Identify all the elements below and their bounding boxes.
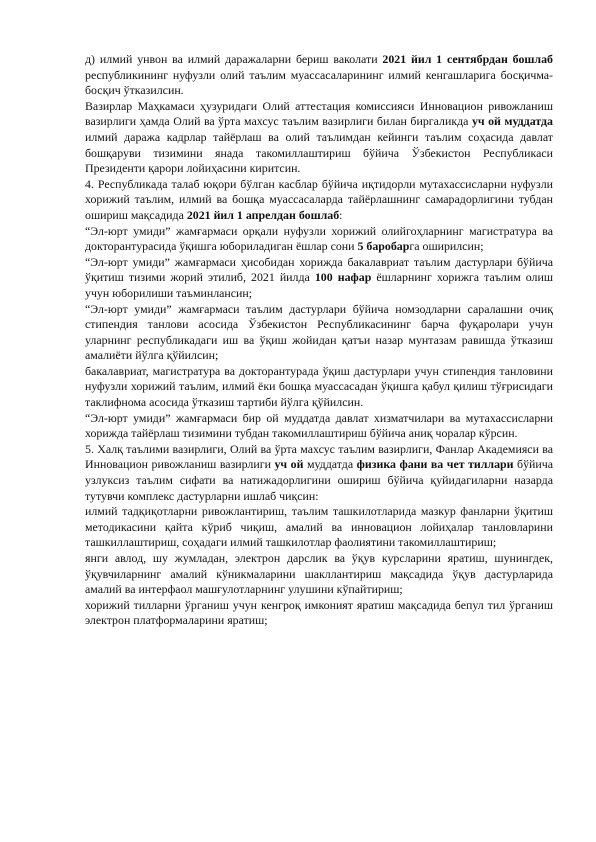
paragraph xyxy=(85,302,553,364)
text-run: янги авлод, шу жумладан, электрон дарслик ва ўқув курсларини яратиш, шунингдек, ўқувчиларнинг амалий кўникмаларини шакллантириш мақсадида ўқув дастурларида амалий ва интерфаол машғулотларнинг улушини кўпайтириш; xyxy=(85,551,553,597)
bold-text-run: уч ой xyxy=(274,457,304,472)
paragraph xyxy=(85,442,553,504)
bold-text-run: 5 баробар xyxy=(357,239,410,254)
paragraph xyxy=(85,598,553,629)
bold-text-run: уч ой муддатда xyxy=(471,114,553,129)
bold-text-run: 2021 йил 1 апрелдан бошлаб xyxy=(186,207,340,222)
paragraph xyxy=(85,551,553,598)
paragraph xyxy=(85,504,553,551)
paragraph xyxy=(85,255,553,302)
paragraph xyxy=(85,99,553,177)
text-run: “Эл-юрт умиди” жамғармаси орқали нуфузли хорижий олийгоҳларнинг магистратура ва докторантурасида ўқишга юбориладиган ёшлар сони xyxy=(85,223,553,254)
text-run: Вазирлар Маҳкамаси ҳузуридаги Олий аттестация комиссияси Инновацион ривожланиш вазирлиги ҳамда Олий ва ўрта махсус таълим вазирлиги билан биргаликда xyxy=(85,98,553,129)
text-run: : xyxy=(339,207,343,222)
text-run: бўйича узлуксиз таълим сифати ва натижадорлигини ошириш бўйича қуйидагиларни назарда тутувчи комплекс дастурларни ишлаб чиқсин: xyxy=(85,457,554,503)
paragraph xyxy=(85,364,553,411)
paragraph xyxy=(85,224,553,255)
text-run: муддатда xyxy=(303,457,357,472)
document-body xyxy=(85,52,553,629)
paragraph xyxy=(85,177,553,224)
bold-text-run: 100 нафар xyxy=(314,270,372,285)
bold-text-run: физика фани ва чет тиллари xyxy=(356,457,514,472)
text-run: д) илмий унвон ва илмий даражаларни бериш ваколати xyxy=(85,52,383,66)
paragraph xyxy=(85,52,553,99)
text-run: илмий тадқиқотларни ривожлантириш, таълим ташкилотларида мазкур фанларни ўқитиш методикасини қайта кўриб чиқиш, амалий ва инновацион лойиҳалар танловларини ташкиллаштириш, соҳадаги илмий ташкилотлар фаолиятини такомиллаштириш; xyxy=(85,504,553,550)
paragraph xyxy=(85,411,553,442)
text-run: ёшларнинг хорижга таълим олиш учун юборилиши таъминлансин; xyxy=(85,270,554,300)
text-run: хорижий тилларни ўрганиш учун кенгроқ имконият яратиш мақсадида бепул тил ўрганиш электрон платформаларини яратиш; xyxy=(85,597,553,628)
text-run: “Эл-юрт умиди” жамғармаси таълим дастурлари бўйича номзодларни саралашни очиқ стипендия танлови асосида Ўзбекистон Республикасининг барча фуқаролари учун уларнинг республикадаги иш ва ўқиш жойидан қатъи назар мунтазам равишда ўтказиш амалиёти йўлга қўйилсин; xyxy=(85,301,553,363)
text-run: республикининг нуфузли олий таълим муассасаларининг илмий кенгашларига босқичма-босқич ўтказилсин. xyxy=(85,67,553,98)
text-run: бакалавриат, магистратура ва докторантурада ўқиш дастурлари учун стипендия танловини нуфузли хорижий таълим, илмий ёки бошқа муассасадан ўқишга қабул қилиш тўғрисидаги таклифнома асосида ўтказиш тартиби йўлга қўйилсин. xyxy=(85,363,553,410)
text-run: “Эл-юрт умиди” жамғармаси ҳисобидан хорижда бакалавриат таълим дастурлари бўйича ўқитиш тизими жорий этилиб, 2021 йилда xyxy=(85,254,553,285)
text-run: 4. Республикада талаб юқори бўлган касблар бўйича иқтидорли мутахассисларни нуфузли хорижий таълим, илмий ва бошқа муассасаларда тайёрлашнинг самарадорлигини тубдан ошириш мақсадида xyxy=(85,176,553,222)
text-run: 5. Халқ таълими вазирлиги, Олий ва ўрта махсус таълим вазирлиги, Фанлар Академияси ва Инновацион ривожланиш вазирлиги xyxy=(85,441,553,472)
text-run: га оширилсин; xyxy=(409,239,484,254)
bold-text-run: 2021 йил 1 сентябрдан бошлаб xyxy=(382,52,553,66)
text-run: илмий даража кадрлар тайёрлаш ва олий таълимдан кейинги таълим соҳасида давлат бошқаруви тизимини янада такомиллаштириш бўйича Ўзбекистон Республикаси Президенти қарори лойиҳасини киритсин. xyxy=(85,129,553,176)
text-run: “Эл-юрт умиди” жамғармаси бир ой муддатда давлат хизматчилари ва мутахассисларни хорижда тайёрлаш тизимини тубдан такомиллаштириш бўйича аниқ чоралар кўрсин. xyxy=(85,410,553,441)
